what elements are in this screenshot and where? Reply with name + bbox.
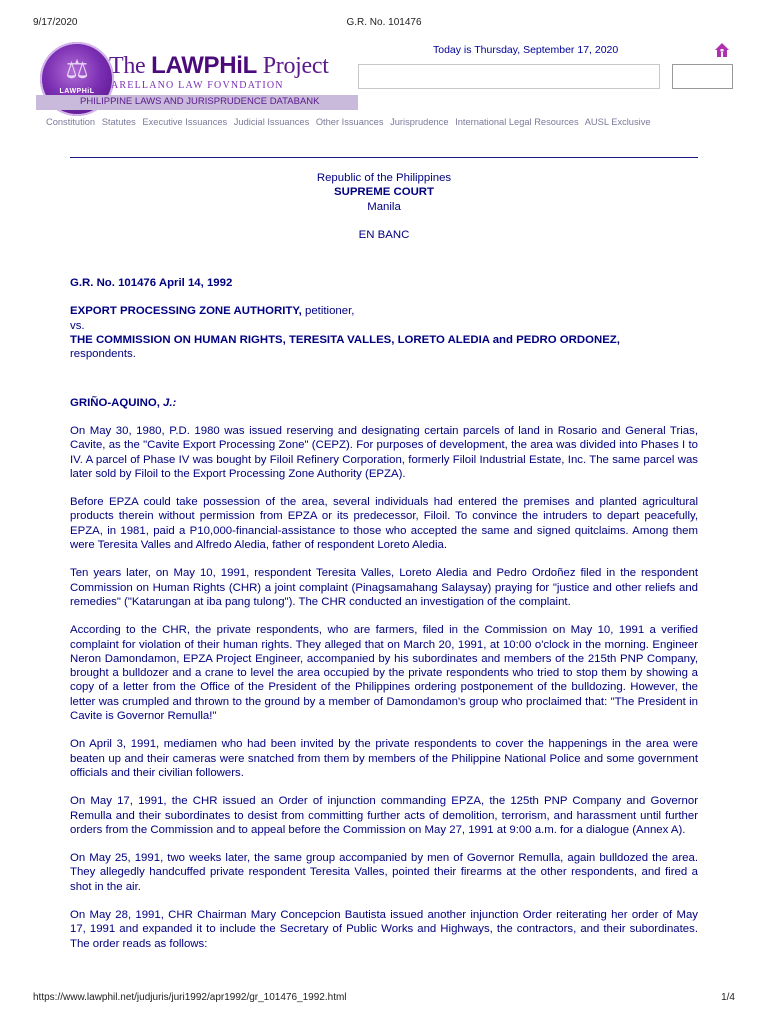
nav-item-international-legal-resources[interactable]: International Legal Resources bbox=[455, 117, 579, 127]
scales-icon: ⚖ bbox=[65, 54, 89, 84]
seal-label: LAWPHiL bbox=[59, 88, 95, 95]
ponente-title: J.: bbox=[159, 396, 177, 409]
document-body bbox=[70, 171, 698, 951]
respondents-role: respondents. bbox=[70, 348, 136, 361]
search-input[interactable] bbox=[358, 64, 660, 89]
case-number: G.R. No. 101476 April 14, 1992 bbox=[70, 277, 233, 290]
decision-paragraph: On April 3, 1991, mediamen who had been invited by the private respondents to cover the happenings in the area were beaten up and their cameras were snatched from them by members of the Philippine National Police and some government officials and their civilian followers. bbox=[70, 738, 698, 779]
court-name: SUPREME COURT bbox=[334, 186, 434, 199]
search-button[interactable] bbox=[672, 64, 733, 89]
nav-item-ausl-exclusive[interactable]: AUSL Exclusive bbox=[584, 117, 651, 127]
division-label: EN BANC bbox=[358, 228, 410, 241]
print-header bbox=[0, 0, 768, 28]
nav-item-constitution[interactable]: Constitution bbox=[46, 117, 96, 127]
nav-item-executive-issuances[interactable]: Executive Issuances bbox=[142, 117, 228, 127]
decision-paragraph: On May 30, 1980, P.D. 1980 was issued reserving and designating certain parcels of land in Rosario and General Trias, Cavite, as the "Cavite Export Processing Zone" (CEPZ). For purposes of development, the area was divided into Phases I to IV. A parcel of Phase IV was bought by Filoil Refinery Corporation, formerly Filoil Industrial Estate, Inc. The same parcel was later sold by Filoil to the Export Processing Zone Authority (EPZA). bbox=[70, 424, 698, 480]
court-city: Manila bbox=[367, 200, 401, 213]
decision-paragraph: Before EPZA could take possession of the area, several individuals had entered the premises and planted agricultural products therein without permission from EPZA or its predecessor, Filoil. To convince the intruders to depart peacefully, EPZA, in 1981, paid a P10,000-financial-assistance to those who accepted the same and signed quitclaims. Among them were Teresita Valles and Alfredo Aledia, father of respondent Loreto Aledia. bbox=[70, 496, 698, 552]
brand-name: LAWPHiL bbox=[151, 52, 258, 79]
decision-paragraph: On May 17, 1991, the CHR issued an Order of injunction commanding EPZA, the 125th PNP Company and Governor Remulla and their subordinates to desist from committing further acts of demolition, terrorism, and harassment until further orders from the Commission and to appeal before the Commission on May 27, 1991 at 9:00 a.m. for a dialogue (Annex A). bbox=[70, 795, 698, 836]
petitioner-name: EXPORT PROCESSING ZONE AUTHORITY, bbox=[70, 305, 302, 318]
petitioner-line bbox=[70, 304, 698, 318]
republic-label: Republic of the Philippines bbox=[316, 172, 452, 184]
versus-label: vs. bbox=[70, 319, 85, 332]
site-tagline: PHILIPPINE LAWS AND JURISPRUDENCE DATABANK bbox=[80, 96, 320, 107]
court-heading bbox=[70, 171, 698, 214]
print-date: 9/17/2020 bbox=[33, 17, 78, 28]
ponente bbox=[70, 396, 698, 410]
site-foundation: ARELLANO LAW FOVNDATION bbox=[111, 80, 284, 91]
decision-paragraph: According to the CHR, the private respondents, who are farmers, filed in the Commission on May 10, 1991 a verified complaint for violation of their human rights. They alleged that on March 20, 1991, at 10:00 o'clock in the morning. Engineer Neron Damondamon, EPZA Project Engineer, accompanied by his subordinates and members of the 215th PNP Company, brought a bulldozer and a crane to level the area occupied by the private respondents who tried to stop them by showing a copy of a letter from the Office of the President of the Philippines ordering postponement of the bulldozing. However, the letter was crumpled and thrown to the ground by a member of Damondamon's group who proclaimed that: "The President in Cavite is Governor Remulla!" bbox=[70, 624, 698, 723]
print-title: G.R. No. 101476 bbox=[346, 17, 422, 28]
today-date: Today is Thursday, September 17, 2020 bbox=[433, 44, 619, 56]
decision-paragraph: Ten years later, on May 10, 1991, respondent Teresita Valles, Loreto Aledia and Pedro Ordoñez filed in the respondent Commission on Human Rights (CHR) a joint complaint (Pinagsamahang Salaysay) praying for "justice and other reliefs and remedies" ("Katarungan at iba pang tulong"). The CHR conducted an investigation of the complaint. bbox=[70, 567, 698, 608]
print-url: https://www.lawphil.net/judjuris/juri1992/apr1992/gr_101476_1992.html bbox=[33, 992, 347, 1003]
tagline-bar bbox=[36, 95, 358, 110]
nav-item-other-issuances[interactable]: Other Issuances bbox=[315, 117, 384, 127]
home-icon[interactable] bbox=[714, 42, 730, 58]
nav-item-judicial-issuances[interactable]: Judicial Issuances bbox=[233, 117, 310, 127]
main-nav bbox=[46, 117, 655, 127]
respondents-names: THE COMMISSION ON HUMAN RIGHTS, TERESITA VALLES, LORETO ALEDIA and PEDRO ORDONEZ, bbox=[70, 334, 620, 347]
petitioner-role: petitioner, bbox=[301, 305, 355, 318]
print-page-number: 1/4 bbox=[721, 992, 735, 1003]
case-caption bbox=[70, 304, 698, 361]
nav-item-jurisprudence[interactable]: Jurisprudence bbox=[390, 117, 449, 127]
ponente-name: GRIÑO-AQUINO, bbox=[70, 396, 160, 409]
decision-paragraph: On May 28, 1991, CHR Chairman Mary Concepcion Bautista issued another injunction Order reiterating her order of May 17, 1991 and expanded it to include the Secretary of Public Works and Highways, the contractors, and their subordinates. The order reads as follows: bbox=[70, 908, 698, 950]
header-divider bbox=[70, 157, 698, 158]
decision-paragraph: On May 25, 1991, two weeks later, the same group accompanied by men of Governor Remulla, again bulldozed the area. They allegedly handcuffed private respondent Teresita Valles, pointed their firearms at the other respondents, and fired a shot in the air. bbox=[70, 852, 698, 893]
site-brand: The LAWPHiL Project bbox=[109, 52, 329, 79]
nav-item-statutes[interactable]: Statutes bbox=[101, 117, 136, 127]
site-logo[interactable] bbox=[40, 42, 360, 117]
